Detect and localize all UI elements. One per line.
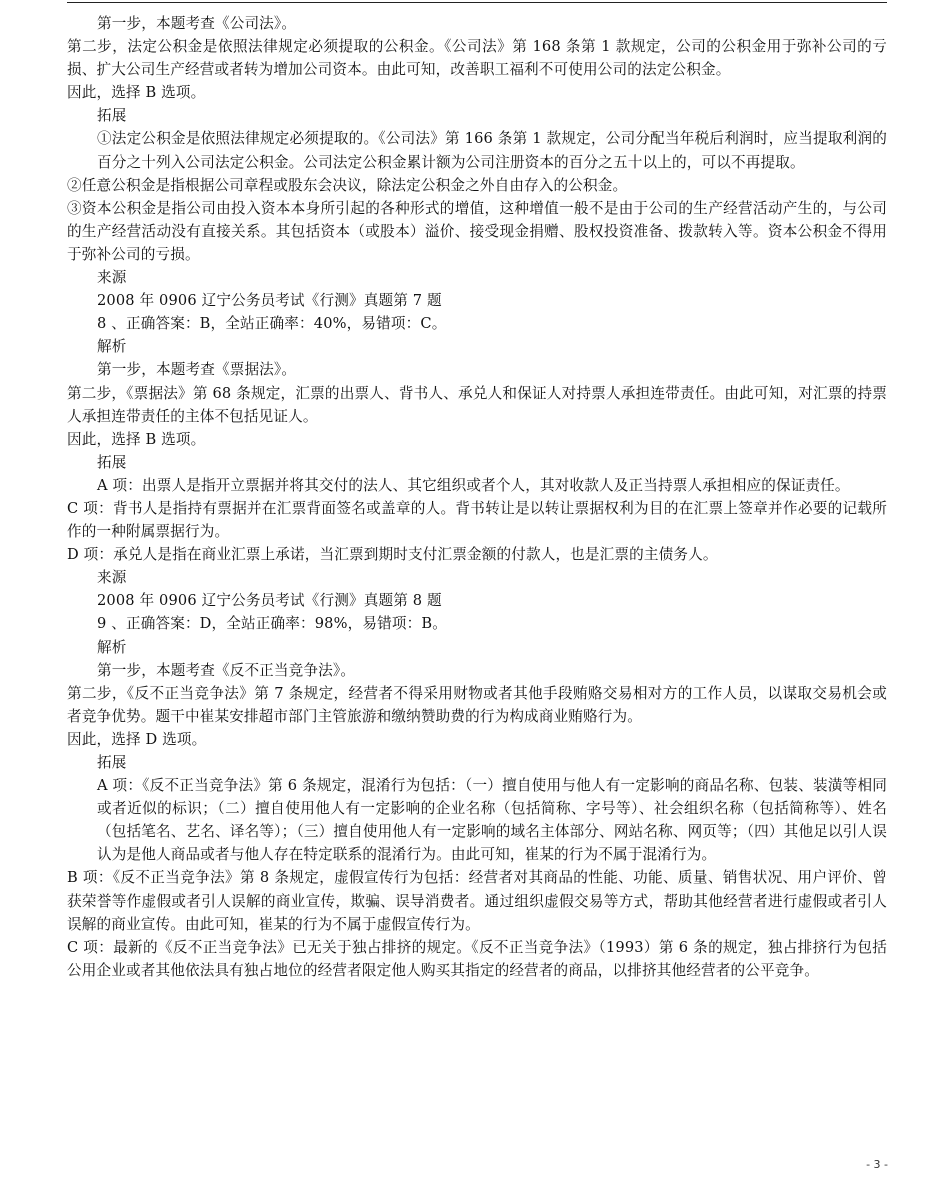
- step-two-unfair-competition: 第二步，《反不正当竞争法》第 7 条规定，经营者不得采用财物或者其他手段贿赂交易相对方的工作人员，以谋取交易机会或者竞争优势。题干中崔某安排超市部门主管旅游和缴纳赞助费的行为构成商业贿赂行为。: [67, 684, 887, 725]
- option-a-confusion: A 项：《反不正当竞争法》第 6 条规定，混淆行为包括：（一）擅自使用与他人有一定影响的商品名称、包装、装潢等相同或者近似的标识；（二）擅自使用他人有一定影响的企业名称（包括简称、字号等）、社会组织名称（包括简称等）、姓名（包括笔名、艺名、译名等）；（三）擅自使用他人有一定影响的域名主体部分、网站名称、网页等；（四）其他足以引人误认为是他人商品或者与他人存在特定联系的混淆行为。由此可知，崔某的行为不属于混淆行为。: [97, 777, 887, 864]
- heading-expand-2: 拓展: [97, 453, 127, 471]
- heading-analysis-q8: 解析: [97, 338, 127, 356]
- expand-item-3: ③资本公积金是指公司由投入资本本身所引起的各种形式的增值，这种增值一般不是由于公司的生产经营活动产生的，与公司的生产经营活动没有直接关系。其包括资本（或股本）溢价、接受现金捐赠、股权投资准备、拨款转入等。资本公积金不得用于弥补公司的亏损。: [67, 199, 887, 263]
- step-one-company-law: 第一步，本题考查《公司法》。: [97, 15, 297, 32]
- heading-expand-1: 拓展: [97, 107, 127, 125]
- answer-line-q9: 9 、正确答案：D，全站正确率：98%，易错项：B。: [97, 615, 447, 633]
- step-one-negotiable-law: 第一步，本题考查《票据法》。: [97, 361, 297, 379]
- step-two-statutory-reserve: 第二步，法定公积金是依照法律规定必须提取的公积金。《公司法》第 168 条第 1 款规定，公司的公积金用于弥补公司的亏损、扩大公司生产经营或者转为增加公司资本。由此可知，改善职工福利不可使用公司的法定公积金。: [67, 38, 887, 79]
- heading-source-1: 来源: [97, 269, 127, 287]
- top-rule: [67, 2, 887, 3]
- step-two-negotiable-law: 第二步，《票据法》第 68 条规定，汇票的出票人、背书人、承兑人和保证人对持票人承担连带责任。由此可知，对汇票的持票人承担连带责任的主体不包括见证人。: [67, 384, 887, 425]
- answer-b-1: 因此，选择 B 选项。: [67, 84, 206, 102]
- source-q7: 2008 年 0906 辽宁公务员考试《行测》真题第 7 题: [97, 292, 442, 310]
- answer-b-2: 因此，选择 B 选项。: [67, 430, 206, 448]
- step-one-unfair-competition: 第一步，本题考查《反不正当竞争法》。: [97, 661, 356, 679]
- option-d-acceptor: D 项：承兑人是指在商业汇票上承诺，当汇票到期时支付汇票金额的付款人，也是汇票的主债务人。: [67, 546, 718, 564]
- heading-expand-3: 拓展: [97, 754, 127, 771]
- answer-line-q8: 8 、正确答案：B，全站正确率：40%，易错项：C。: [97, 315, 447, 333]
- expand-item-1: ①法定公积金是依照法律规定必须提取的。《公司法》第 166 条第 1 款规定，公司分配当年税后利润时，应当提取利润的百分之十列入公司法定公积金。公司法定公积金累计额为公司注册资本的百分之五十以上的，可以不再提取。: [97, 130, 887, 171]
- option-c-endorser: C 项：背书人是指持有票据并在汇票背面签名或盖章的人。背书转让是以转让票据权利为目的在汇票上签章并作必要的记载所作的一种附属票据行为。: [67, 499, 887, 541]
- option-a-drawer: A 项：出票人是指开立票据并将其交付的法人、其它组织或者个人，其对收款人及正当持票人承担相应的保证责任。: [97, 476, 850, 494]
- page-number: - 3 -: [866, 1158, 888, 1171]
- source-q8: 2008 年 0906 辽宁公务员考试《行测》真题第 8 题: [97, 592, 442, 610]
- answer-d: 因此，选择 D 选项。: [67, 730, 207, 748]
- page-body: [67, 12, 887, 982]
- option-b-false-advertising: B 项：《反不正当竞争法》第 8 条规定，虚假宣传行为包括：经营者对其商品的性能、功能、质量、销售状况、用户评价、曾获荣誉等作虚假或者引人误解的商业宣传，欺骗、误导消费者。通过组织虚假交易等方式，帮助其他经营者进行虚假或者引人误解的商业宣传。由此可知，崔某的行为不属于虚假宣传行为。: [67, 869, 887, 933]
- heading-analysis-q9: 解析: [97, 638, 127, 656]
- option-c-monopoly: C 项：最新的《反不正当竞争法》已无关于独占排挤的规定。《反不正当竞争法》（1993）第 6 条的规定，独占排挤行为包括公用企业或者其他依法具有独占地位的经营者限定他人购买其指定的经营者的商品，以排挤其他经营者的公平竞争。: [67, 938, 887, 979]
- heading-source-2: 来源: [97, 569, 127, 587]
- expand-item-2: ②任意公积金是指根据公司章程或股东会决议，除法定公积金之外自由存入的公积金。: [67, 176, 628, 194]
